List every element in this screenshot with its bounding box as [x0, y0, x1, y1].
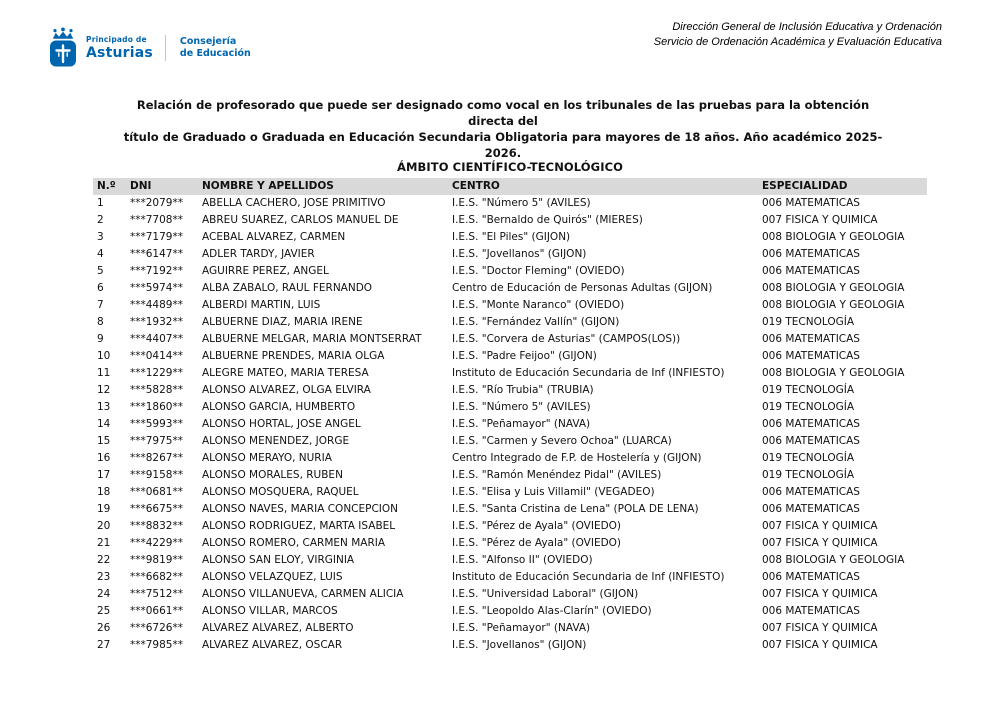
dni-cell: ***1932** [130, 316, 183, 328]
centro-cell: I.E.S. "Jovellanos" (GIJON) [452, 248, 587, 260]
especialidad-cell: 019 TECNOLOGÍA [762, 469, 855, 481]
name-cell: ALONSO GARCIA, HUMBERTO [202, 401, 356, 413]
row-number: 17 [97, 469, 111, 481]
table-row [93, 586, 927, 603]
especialidad-cell: 006 MATEMATICAS [762, 350, 860, 362]
centro-cell: Instituto de Educación Secundaria de Inf (INFIESTO) [452, 571, 725, 583]
row-number: 11 [97, 367, 111, 379]
especialidad-cell: 008 BIOLOGIA Y GEOLOGIA [762, 367, 905, 379]
row-number: 16 [97, 452, 111, 464]
centro-cell: I.E.S. "Pérez de Ayala" (OVIEDO) [452, 520, 622, 532]
dni-cell: ***5828** [130, 384, 183, 396]
name-cell: ALONSO SAN ELOY, VIRGINIA [202, 554, 355, 566]
especialidad-cell: 006 MATEMATICAS [762, 605, 860, 617]
name-cell: ALONSO RODRIGUEZ, MARTA ISABEL [202, 520, 396, 532]
especialidad-cell: 019 TECNOLOGÍA [762, 384, 855, 396]
table-row [93, 603, 927, 620]
table-row [93, 501, 927, 518]
row-number: 27 [97, 639, 111, 651]
row-number: 10 [97, 350, 111, 362]
table-body [93, 195, 927, 654]
table-row [93, 212, 927, 229]
name-cell: ALBUERNE DIAZ, MARIA IRENE [202, 316, 363, 328]
name-cell: ACEBAL ALVAREZ, CARMEN [202, 231, 346, 243]
table-header-row [93, 178, 927, 195]
especialidad-cell: 006 MATEMATICAS [762, 418, 860, 430]
name-cell: ALONSO MOSQUERA, RAQUEL [202, 486, 359, 498]
dni-cell: ***2079** [130, 197, 183, 209]
row-number: 9 [97, 333, 104, 345]
table-row [93, 382, 927, 399]
document-intro [123, 97, 883, 161]
name-cell: ABELLA CACHERO, JOSE PRIMITIVO [202, 197, 386, 209]
centro-cell: I.E.S. "Peñamayor" (NAVA) [452, 418, 591, 430]
logo-region-label: Asturias [86, 44, 153, 61]
professors-table [93, 178, 927, 654]
row-number: 18 [97, 486, 111, 498]
department-header [654, 20, 942, 49]
direccion-general-line: Dirección General de Inclusión Educativa y Ordenación [672, 21, 942, 33]
name-cell: ALONSO ROMERO, CARMEN MARIA [202, 537, 386, 549]
table-row [93, 229, 927, 246]
name-cell: ADLER TARDY, JAVIER [202, 248, 315, 260]
centro-cell: I.E.S. "Leopoldo Alas-Clarín" (OVIEDO) [452, 605, 652, 617]
logo-divider [165, 35, 166, 61]
especialidad-cell: 006 MATEMATICAS [762, 435, 860, 447]
table-row [93, 331, 927, 348]
name-cell: ALONSO ALVAREZ, OLGA ELVIRA [202, 384, 371, 396]
especialidad-cell: 007 FISICA Y QUIMICA [762, 520, 878, 532]
centro-cell: I.E.S. "Corvera de Asturias" (CAMPOS(LOS)) [452, 333, 681, 345]
especialidad-cell: 006 MATEMATICAS [762, 197, 860, 209]
table-row [93, 552, 927, 569]
row-number: 4 [97, 248, 104, 260]
centro-cell: I.E.S. "Elisa y Luis Villamil" (VEGADEO) [452, 486, 655, 498]
especialidad-cell: 008 BIOLOGIA Y GEOLOGIA [762, 299, 905, 311]
servicio-line: Servicio de Ordenación Académica y Evaluación Educativa [653, 35, 942, 48]
dni-cell: ***0661** [130, 605, 183, 617]
table-row [93, 314, 927, 331]
logo-region-small-label: Principado de [86, 35, 147, 45]
name-cell: ALEGRE MATEO, MARIA TERESA [202, 367, 369, 379]
name-cell: AGUIRRE PEREZ, ANGEL [202, 265, 329, 277]
centro-cell: Instituto de Educación Secundaria de Inf (INFIESTO) [452, 367, 725, 379]
centro-cell: I.E.S. "Fernández Vallín" (GIJON) [452, 316, 620, 328]
row-number: 2 [97, 214, 104, 226]
asturias-crest-icon [48, 27, 78, 69]
table-row [93, 348, 927, 365]
table-row [93, 263, 927, 280]
centro-cell: I.E.S. "Santa Cristina de Lena" (POLA DE LENA) [452, 503, 699, 515]
row-number: 23 [97, 571, 111, 583]
name-cell: ALBUERNE MELGAR, MARIA MONTSERRAT [202, 333, 422, 345]
centro-cell: I.E.S. "Río Trubia" (TRUBIA) [452, 384, 594, 396]
dni-cell: ***4229** [130, 537, 183, 549]
row-number: 1 [97, 197, 104, 209]
especialidad-cell: 007 FISICA Y QUIMICA [762, 537, 878, 549]
especialidad-cell: 019 TECNOLOGÍA [762, 316, 855, 328]
centro-cell: I.E.S. "Bernaldo de Quirós" (MIERES) [452, 214, 643, 226]
table-row [93, 195, 927, 212]
centro-cell: I.E.S. "Pérez de Ayala" (OVIEDO) [452, 537, 622, 549]
row-number: 7 [97, 299, 104, 311]
centro-cell: I.E.S. "Monte Naranco" (OVIEDO) [452, 299, 625, 311]
name-cell: ALONSO VILLANUEVA, CARMEN ALICIA [202, 588, 404, 600]
consejeria-label: Consejería de Educación [179, 36, 251, 59]
row-number: 20 [97, 520, 111, 532]
table-row [93, 620, 927, 637]
centro-cell: I.E.S. "Número 5" (AVILES) [452, 197, 591, 209]
especialidad-cell: 007 FISICA Y QUIMICA [762, 622, 878, 634]
dni-cell: ***6147** [130, 248, 183, 260]
header-num: N.º [97, 180, 116, 192]
table-row [93, 246, 927, 263]
name-cell: ALONSO MORALES, RUBEN [202, 469, 343, 481]
table-row [93, 297, 927, 314]
centro-cell: I.E.S. "Universidad Laboral" (GIJON) [452, 588, 639, 600]
especialidad-cell: 019 TECNOLOGÍA [762, 401, 855, 413]
header-especialidad: ESPECIALIDAD [762, 180, 848, 192]
centro-cell: I.E.S. "Jovellanos" (GIJON) [452, 639, 587, 651]
centro-cell: I.E.S. "Carmen y Severo Ochoa" (LUARCA) [452, 435, 672, 447]
dni-cell: ***6682** [130, 571, 183, 583]
intro-line-2: título de Graduado o Graduada en Educación Secundaria Obligatoria para mayores de 18 años. Año académico 2025-2026. [123, 130, 883, 160]
dni-cell: ***6675** [130, 503, 183, 515]
table-row [93, 433, 927, 450]
header-centro: CENTRO [452, 180, 500, 192]
table-row [93, 450, 927, 467]
centro-cell: I.E.S. "Padre Feijoo" (GIJON) [452, 350, 597, 362]
dni-cell: ***4407** [130, 333, 183, 345]
dni-cell: ***1229** [130, 367, 183, 379]
dni-cell: ***0681** [130, 486, 183, 498]
table-row [93, 280, 927, 297]
centro-cell: I.E.S. "Ramón Menéndez Pidal" (AVILES) [452, 469, 662, 481]
row-number: 6 [97, 282, 104, 294]
especialidad-cell: 006 MATEMATICAS [762, 571, 860, 583]
name-cell: ALONSO MERAYO, NURIA [202, 452, 332, 464]
dni-cell: ***7192** [130, 265, 183, 277]
dni-cell: ***9158** [130, 469, 183, 481]
name-cell: ALVAREZ ALVAREZ, OSCAR [202, 639, 343, 651]
centro-cell: I.E.S. "Doctor Fleming" (OVIEDO) [452, 265, 625, 277]
name-cell: ALONSO VELAZQUEZ, LUIS [202, 571, 343, 583]
especialidad-cell: 006 MATEMATICAS [762, 486, 860, 498]
especialidad-cell: 006 MATEMATICAS [762, 503, 860, 515]
row-number: 26 [97, 622, 111, 634]
name-cell: ALONSO NAVES, MARIA CONCEPCION [202, 503, 399, 515]
intro-line-1: Relación de profesorado que puede ser designado como vocal en los tribunales de las pruebas para la obtención directa del [136, 98, 870, 128]
table-row [93, 637, 927, 654]
dni-cell: ***7708** [130, 214, 183, 226]
row-number: 8 [97, 316, 104, 328]
row-number: 5 [97, 265, 104, 277]
header-name: NOMBRE Y APELLIDOS [202, 180, 334, 192]
name-cell: ALONSO VILLAR, MARCOS [202, 605, 338, 617]
row-number: 3 [97, 231, 104, 243]
name-cell: ABREU SUAREZ, CARLOS MANUEL DE [202, 214, 399, 226]
dni-cell: ***4489** [130, 299, 183, 311]
dni-cell: ***9819** [130, 554, 183, 566]
row-number: 15 [97, 435, 111, 447]
dni-cell: ***5974** [130, 282, 183, 294]
centro-cell: Centro de Educación de Personas Adultas (GIJON) [452, 282, 713, 294]
especialidad-cell: 008 BIOLOGIA Y GEOLOGIA [762, 231, 905, 243]
especialidad-cell: 019 TECNOLOGÍA [762, 452, 855, 464]
row-number: 13 [97, 401, 111, 413]
dni-cell: ***0414** [130, 350, 183, 362]
especialidad-cell: 007 FISICA Y QUIMICA [762, 639, 878, 651]
row-number: 24 [97, 588, 111, 600]
table-row [93, 535, 927, 552]
table-row [93, 365, 927, 382]
table-row [93, 467, 927, 484]
dni-cell: ***7179** [130, 231, 183, 243]
table-row [93, 484, 927, 501]
asturias-logo [48, 27, 251, 69]
dni-cell: ***6726** [130, 622, 183, 634]
row-number: 25 [97, 605, 111, 617]
dni-cell: ***1860** [130, 401, 183, 413]
especialidad-cell: 008 BIOLOGIA Y GEOLOGIA [762, 554, 905, 566]
row-number: 19 [97, 503, 111, 515]
name-cell: ALONSO HORTAL, JOSE ANGEL [202, 418, 361, 430]
header-dni: DNI [130, 180, 152, 192]
row-number: 22 [97, 554, 111, 566]
dni-cell: ***8267** [130, 452, 183, 464]
name-cell: ALBA ZABALO, RAUL FERNANDO [202, 282, 373, 294]
table-row [93, 569, 927, 586]
dni-cell: ***7512** [130, 588, 183, 600]
table-row [93, 518, 927, 535]
row-number: 14 [97, 418, 111, 430]
name-cell: ALBERDI MARTIN, LUIS [202, 299, 321, 311]
dni-cell: ***8832** [130, 520, 183, 532]
centro-cell: I.E.S. "Peñamayor" (NAVA) [452, 622, 591, 634]
especialidad-cell: 006 MATEMATICAS [762, 333, 860, 345]
centro-cell: I.E.S. "El Piles" (GIJON) [452, 231, 571, 243]
dni-cell: ***5993** [130, 418, 183, 430]
especialidad-cell: 007 FISICA Y QUIMICA [762, 588, 878, 600]
especialidad-cell: 006 MATEMATICAS [762, 265, 860, 277]
centro-cell: I.E.S. "Alfonso II" (OVIEDO) [452, 554, 593, 566]
table-row [93, 399, 927, 416]
section-title: ÁMBITO CIENTÍFICO-TECNOLÓGICO [396, 160, 624, 174]
table-row [93, 416, 927, 433]
name-cell: ALVAREZ ALVAREZ, ALBERTO [202, 622, 354, 634]
dni-cell: ***7985** [130, 639, 183, 651]
centro-cell: Centro Integrado de F.P. de Hostelería y (GIJON) [452, 452, 702, 464]
name-cell: ALONSO MENENDEZ, JORGE [202, 435, 350, 447]
centro-cell: I.E.S. "Número 5" (AVILES) [452, 401, 591, 413]
name-cell: ALBUERNE PRENDES, MARIA OLGA [202, 350, 385, 362]
row-number: 21 [97, 537, 111, 549]
row-number: 12 [97, 384, 111, 396]
especialidad-cell: 006 MATEMATICAS [762, 248, 860, 260]
especialidad-cell: 008 BIOLOGIA Y GEOLOGIA [762, 282, 905, 294]
dni-cell: ***7975** [130, 435, 183, 447]
especialidad-cell: 007 FISICA Y QUIMICA [762, 214, 878, 226]
